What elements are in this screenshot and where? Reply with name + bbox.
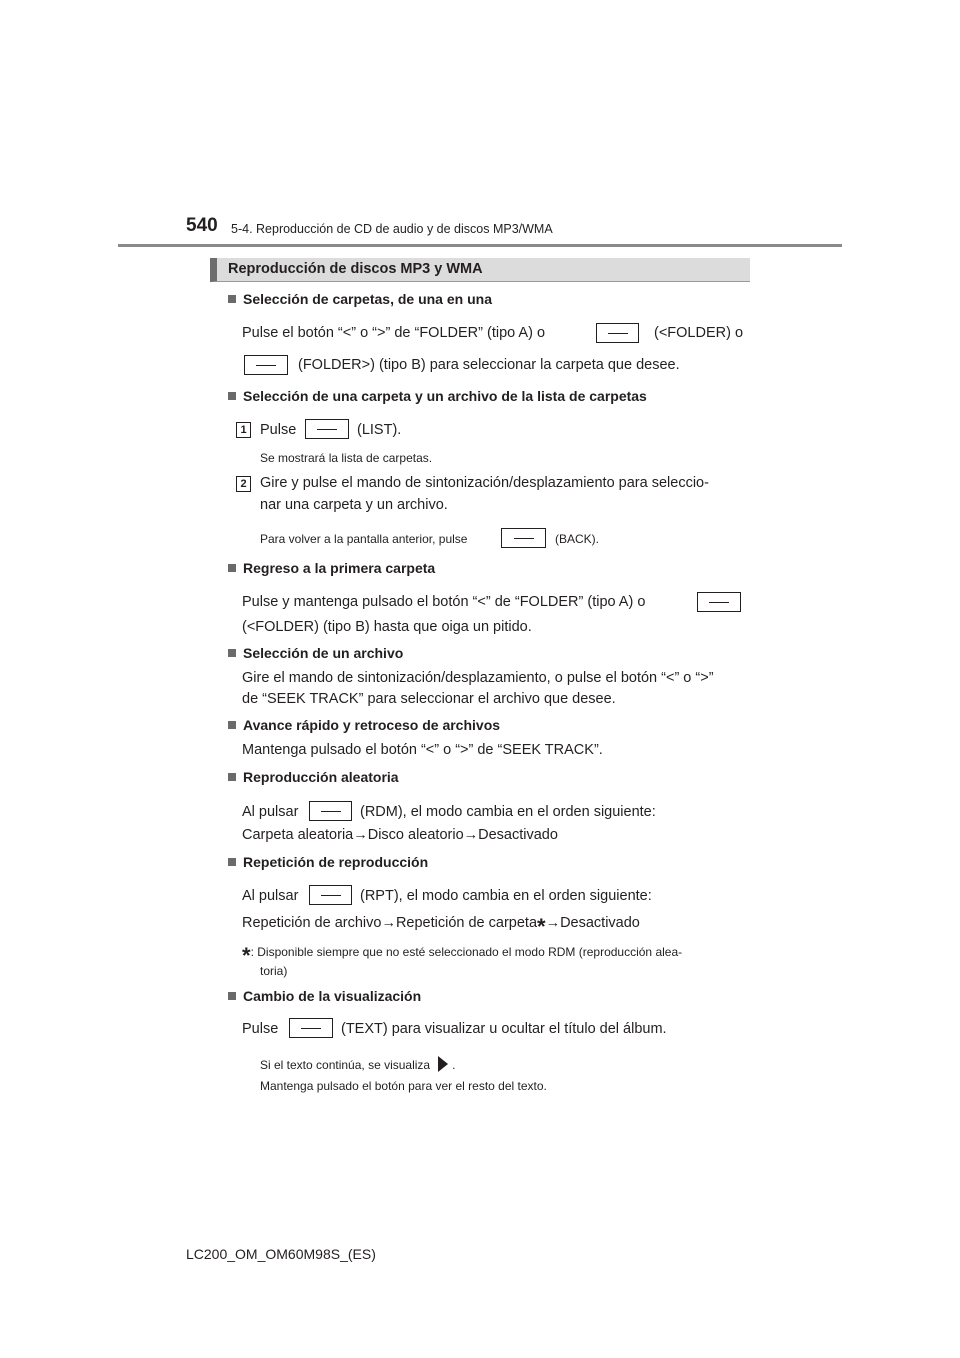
bullet-square-icon xyxy=(228,564,236,572)
header-rule xyxy=(118,244,842,247)
repeat-text-2: Repetición de archivo→Repetición de carpeta*→Desactivado xyxy=(242,914,640,939)
step1-text-a: Pulse xyxy=(260,422,297,438)
random-text-2: Carpeta aleatoria→Disco aleatorio→Desactivado xyxy=(242,827,558,843)
section-title: Reproducción de discos MP3 y WMA xyxy=(228,261,483,277)
step1-note: Se mostrará la lista de carpetas. xyxy=(260,451,433,465)
step-number-2: 2 xyxy=(236,476,251,492)
scroll-right-arrow-icon xyxy=(438,1056,448,1072)
step2-note-b: (BACK). xyxy=(555,532,600,546)
button-symbol-icon xyxy=(309,885,352,905)
footnote-line-1: *: Disponible siempre que no esté seleccionado el modo RDM (reproducción alea- xyxy=(242,943,683,968)
first-folder-text-2: (<FOLDER) (tipo B) hasta que oiga un pitido. xyxy=(242,619,532,635)
running-title: 5-4. Reproducción de CD de audio y de discos MP3/WMA xyxy=(231,222,553,236)
file-select-text-1: Gire el mando de sintonización/desplazamiento, o pulse el botón “<” o “>” xyxy=(242,670,714,686)
display-note-2: Mantenga pulsado el botón para ver el resto del texto. xyxy=(260,1079,547,1093)
button-symbol-icon xyxy=(289,1018,333,1038)
heading-file-select: Selección de un archivo xyxy=(228,645,403,661)
button-symbol-icon xyxy=(697,592,741,612)
section-title-bar xyxy=(210,258,750,282)
page-number: 540 xyxy=(186,215,218,236)
step2-note-a: Para volver a la pantalla anterior, pulse xyxy=(260,532,468,546)
step-number-1: 1 xyxy=(236,422,251,438)
file-select-text-2: de “SEEK TRACK” para seleccionar el archivo que desee. xyxy=(242,691,616,707)
heading-repeat: Repetición de reproducción xyxy=(228,854,428,870)
footnote-line-2: toria) xyxy=(260,964,288,978)
step1-text-b: (LIST). xyxy=(357,422,402,438)
heading-first-folder: Regreso a la primera carpeta xyxy=(228,560,435,576)
asterisk-mark: * xyxy=(537,914,546,939)
folder-select-text-1a: Pulse el botón “<” o “>” de “FOLDER” (tipo A) o xyxy=(242,325,546,341)
bullet-square-icon xyxy=(228,649,236,657)
repeat-text-1a: Al pulsar xyxy=(242,888,299,904)
bullet-square-icon xyxy=(228,773,236,781)
bullet-square-icon xyxy=(228,858,236,866)
fast-text-1: Mantenga pulsado el botón “<” o “>” de “SEEK TRACK”. xyxy=(242,742,603,758)
button-symbol-icon xyxy=(305,419,349,439)
button-symbol-icon xyxy=(501,528,546,548)
footnote-asterisk: * xyxy=(242,943,251,968)
bullet-square-icon xyxy=(228,392,236,400)
footer-code: LC200_OM_OM60M98S_(ES) xyxy=(186,1246,376,1262)
heading-list-select: Selección de una carpeta y un archivo de la lista de carpetas xyxy=(228,388,647,404)
step2-text-2: nar una carpeta y un archivo. xyxy=(260,497,448,513)
button-symbol-icon xyxy=(596,323,639,343)
bullet-square-icon xyxy=(228,295,236,303)
button-symbol-icon xyxy=(309,801,352,821)
random-text-1b: (RDM), el modo cambia en el orden siguiente: xyxy=(360,804,656,820)
bullet-square-icon xyxy=(228,721,236,729)
heading-fast-forward: Avance rápido y retroceso de archivos xyxy=(228,717,500,733)
folder-select-text-1b: (<FOLDER) o xyxy=(654,325,744,341)
step2-text-1: Gire y pulse el mando de sintonización/desplazamiento para seleccio- xyxy=(260,475,709,491)
display-text-1a: Pulse xyxy=(242,1021,279,1037)
first-folder-text-1: Pulse y mantenga pulsado el botón “<” de “FOLDER” (tipo A) o xyxy=(242,594,646,610)
button-symbol-icon xyxy=(244,355,288,375)
bullet-square-icon xyxy=(228,992,236,1000)
display-note-1: Si el texto continúa, se visualiza . xyxy=(260,1058,456,1072)
display-text-1b: (TEXT) para visualizar u ocultar el título del álbum. xyxy=(341,1021,667,1037)
heading-display: Cambio de la visualización xyxy=(228,988,421,1004)
random-text-1a: Al pulsar xyxy=(242,804,299,820)
repeat-text-1b: (RPT), el modo cambia en el orden siguiente: xyxy=(360,888,652,904)
folder-select-text-2: (FOLDER>) (tipo B) para seleccionar la carpeta que desee. xyxy=(298,357,680,373)
heading-random: Reproducción aleatoria xyxy=(228,769,399,785)
heading-folder-select: Selección de carpetas, de una en una xyxy=(228,291,492,307)
